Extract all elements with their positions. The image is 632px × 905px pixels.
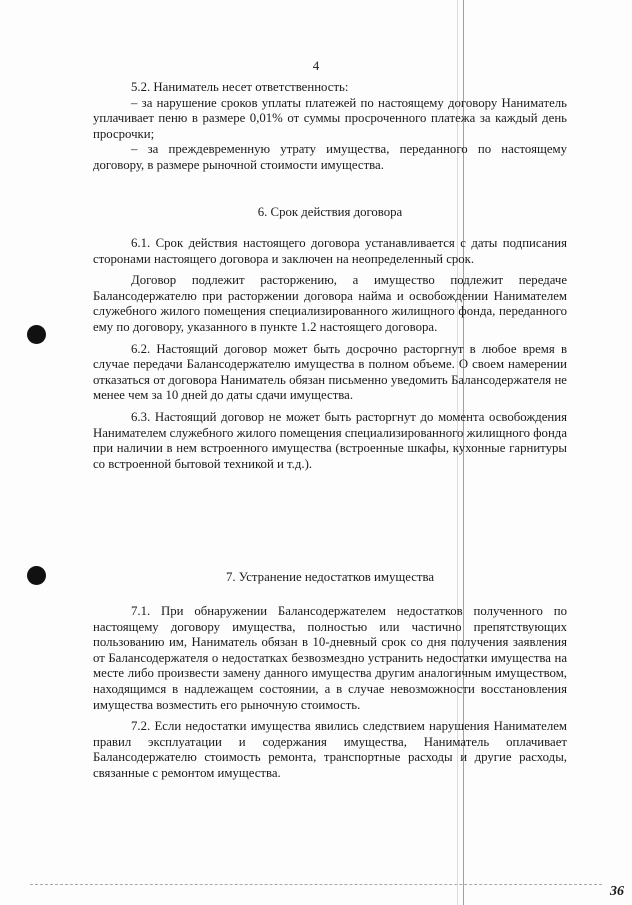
page-number: 4	[312, 58, 320, 73]
paragraph-6-2: 6.2. Настоящий договор может быть досрочно расторгнут в любое время в случае передачи Балансодержателю имущества в полном объеме. О своем намерении отказаться от договора Наниматель обязан письменно уведомить Балансодержателя не менее чем за 10 дней до даты сдачи имущества.	[93, 341, 567, 403]
paragraph-7-1: 7.1. При обнаружении Балансодержателем недостатков полученного по настоящему договору имущества, полностью или частично препятствующих пользованию им, Наниматель обязан в 10-дневный срок со дня получения заявления от Балансодержателя о недостатках безвозмездно устранить недостатки имущества на месте либо произвести замену данного имущества другим аналогичным имуществом, находящимся в надлежащем состоянии, а в случае невозможности восстановления имущества возместить его рыночную стоимость.	[93, 604, 567, 712]
punch-hole	[27, 566, 46, 585]
paragraph-6-1-termination: Договор подлежит расторжению, а имущество подлежит передаче Балансодержателю при расторжении договора найма и освобождении Нанимателем служебного жилого помещения специализированного жилищного фонда, переданного ему по договору, указанного в пункте 1.2 настоящего договора.	[93, 273, 567, 334]
paragraph-6-3: 6.3. Настоящий договор не может быть расторгнут до момента освобождения Нанимателем служебного жилого помещения специализированного жилищного фонда при наличии в нем встроенного имущества (встроенные шкафы, кухонные гарнитуры со встроенной бытовой техникой и т.д.).	[93, 409, 567, 471]
paragraph-7-2: 7.2. Если недостатки имущества явились следствием нарушения Нанимателем правил эксплуатации и содержания имущества, Наниматель оплачивает Балансодержателю стоимость ремонта, транспортные расходы и другие расходы, связанные с ремонтом имущества.	[93, 719, 567, 780]
section-6-heading: 6. Срок действия договора	[257, 205, 403, 219]
handwritten-sheet-number: 36	[610, 884, 624, 899]
section-7-heading: 7. Устранение недостатков имущества	[225, 570, 435, 584]
paragraph-5-2: 5.2. Наниматель несет ответственность:	[131, 80, 349, 94]
paragraph-6-1: 6.1. Срок действия настоящего договора устанавливается с даты подписания сторонами настоящего договора и заключен на неопределенный срок.	[93, 236, 567, 266]
section-5-2	[93, 80, 567, 174]
paragraph-5-2-penalty: – за нарушение сроков уплаты платежей по настоящему договору Наниматель уплачивает пеню в размере 0,01% от суммы просроченного платежа за каждый день просрочки;	[93, 95, 567, 141]
bottom-scan-edge	[30, 884, 602, 885]
punch-hole	[27, 325, 46, 344]
paragraph-5-2-loss: – за преждевременную утрату имущества, переданного по настоящему договору, в размере рыночной стоимости имущества.	[93, 142, 567, 172]
section-7-heading-block	[93, 570, 567, 586]
section-6	[93, 236, 567, 472]
section-6-heading-block	[93, 205, 567, 221]
section-7	[93, 604, 567, 782]
